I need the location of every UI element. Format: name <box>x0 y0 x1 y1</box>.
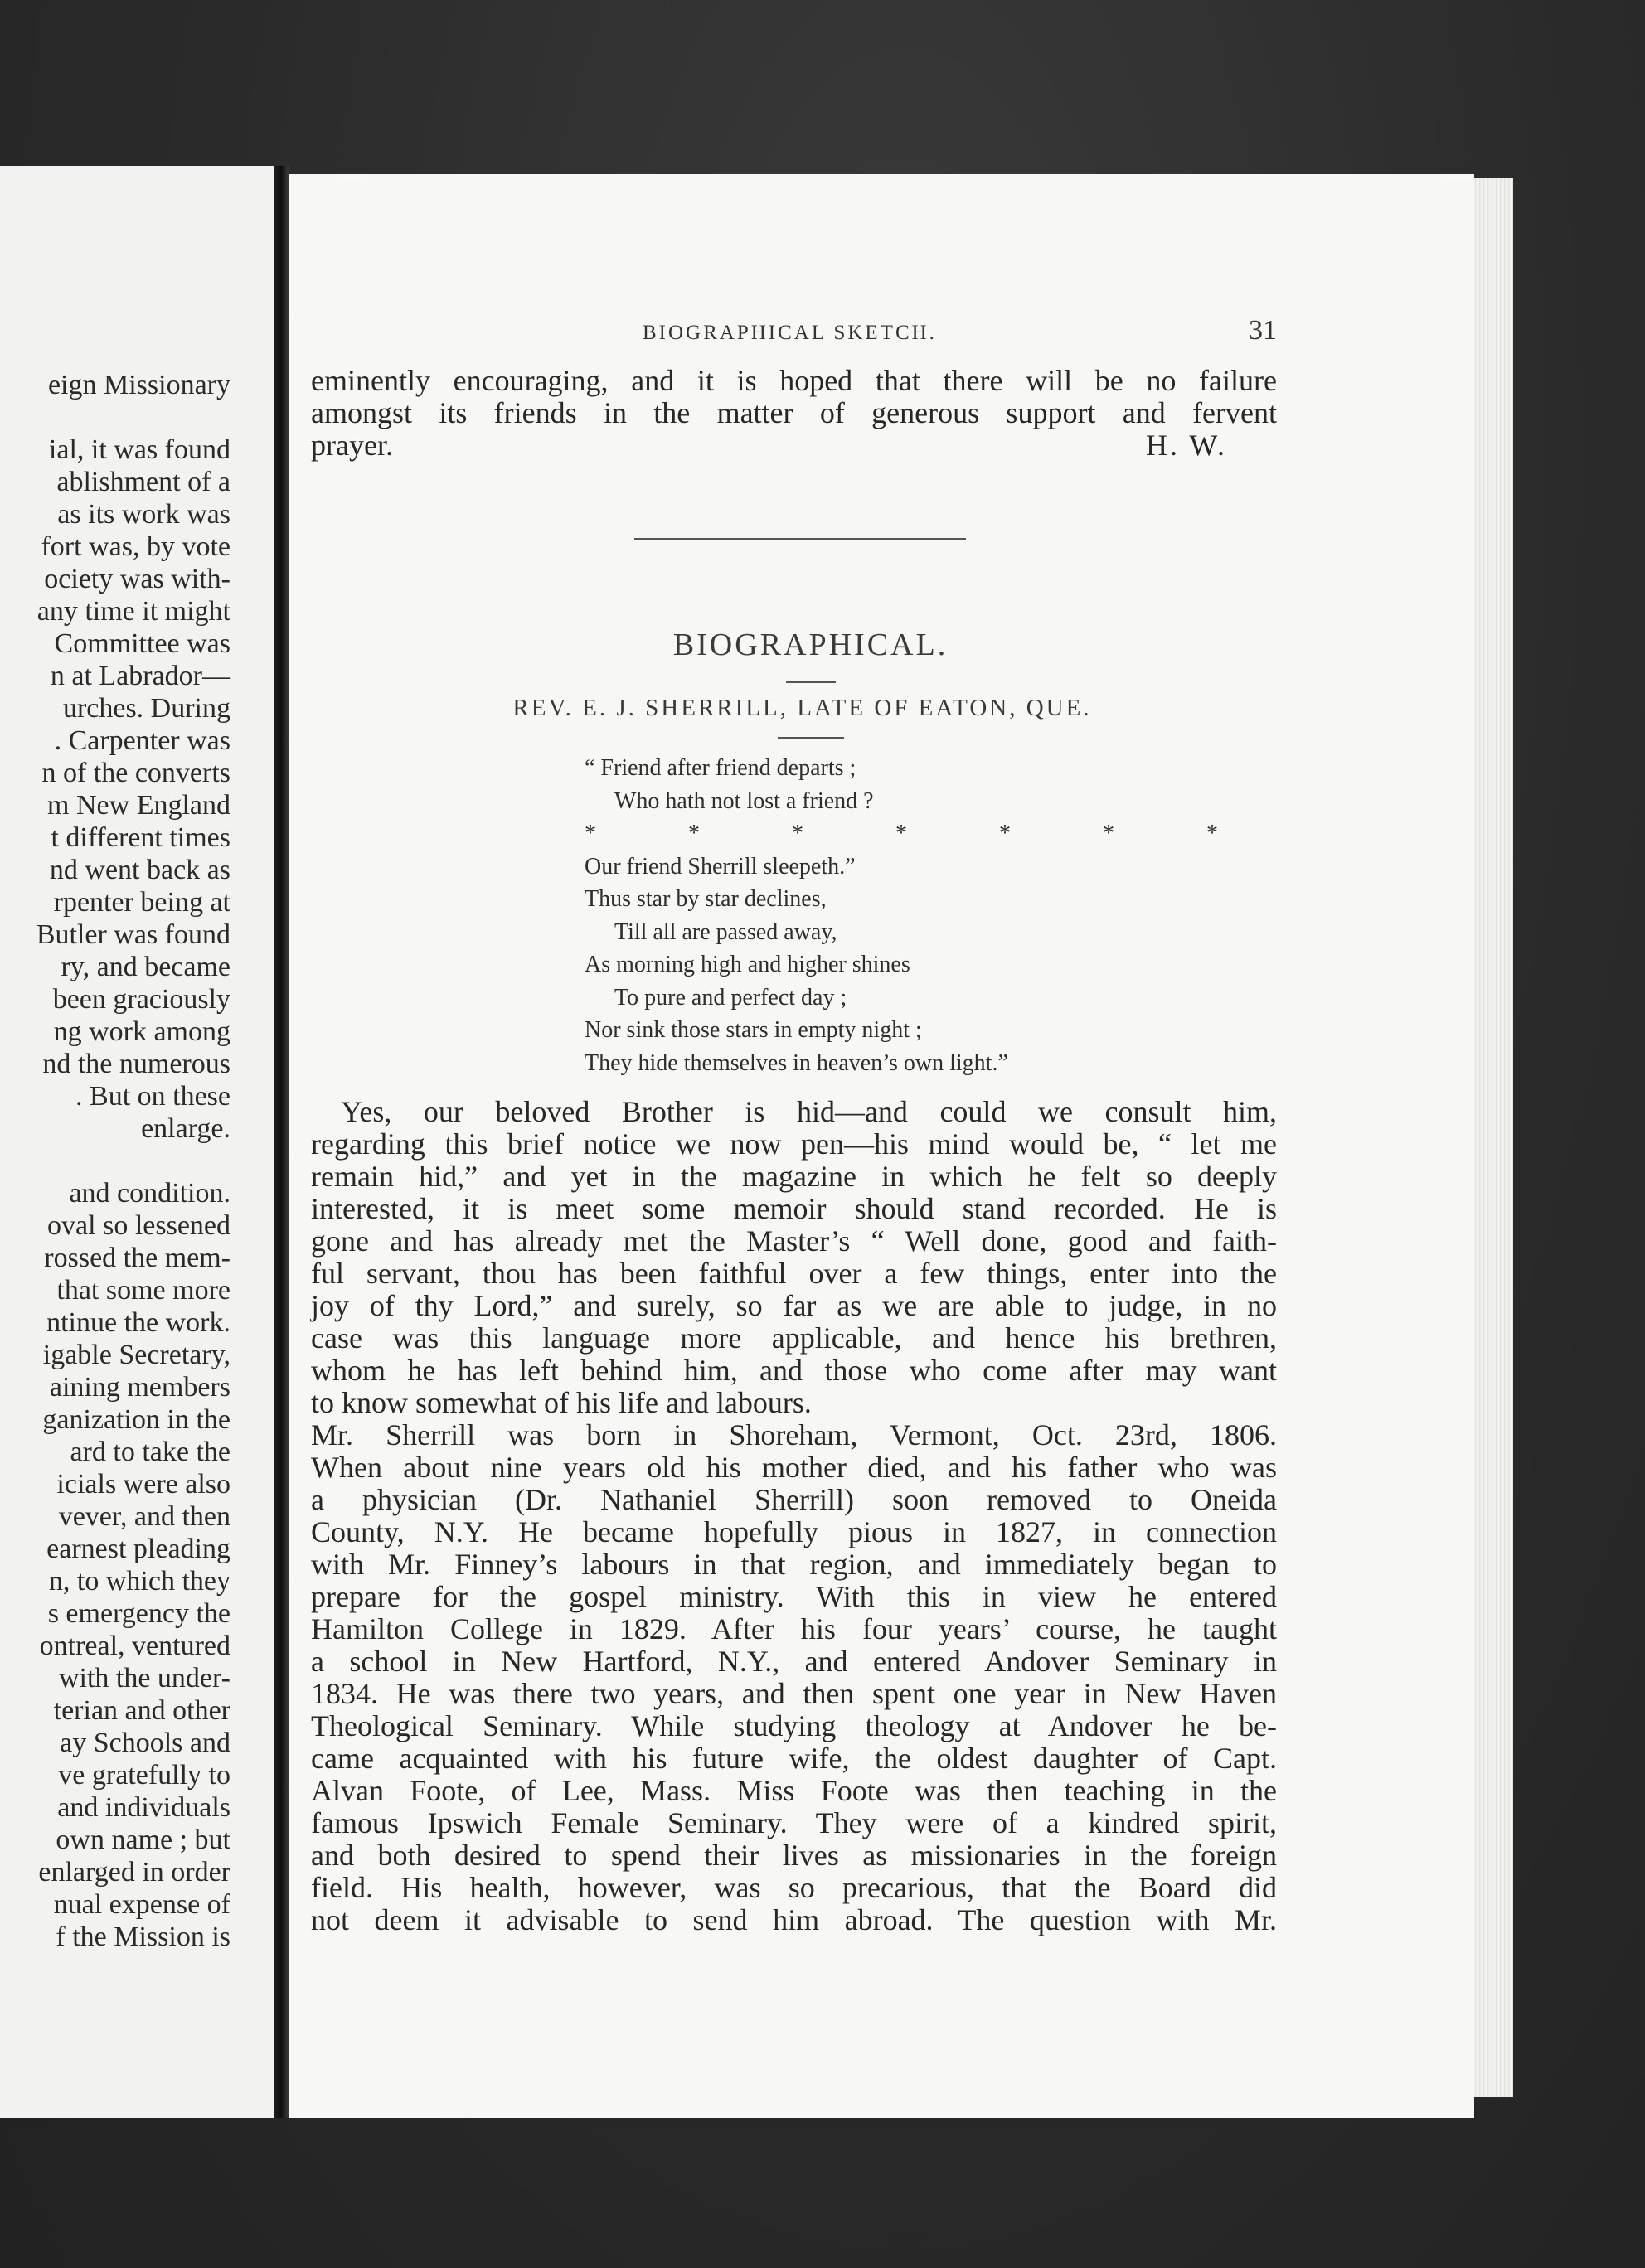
text-line: a physician (Dr. Nathaniel Sherrill) soon removed to Oneida <box>311 1483 1277 1516</box>
poem-line: Nor sink those stars in empty night ; <box>585 1017 922 1043</box>
left-text-line: any time it might <box>36 596 230 627</box>
paragraph-gap <box>0 1145 230 1177</box>
left-text-line: as its work was <box>57 499 230 530</box>
signature-line <box>311 429 1277 462</box>
running-head <box>311 315 1277 365</box>
left-text-line: ve gratefully to <box>58 1760 230 1791</box>
text-line: a school in New Hartford, N.Y., and entered Andover Seminary in <box>311 1645 1277 1678</box>
left-text-line: ociety was with- <box>44 564 230 594</box>
subheading-rule <box>778 737 844 739</box>
section-divider <box>634 538 966 540</box>
left-text-line: n, to which they <box>48 1566 230 1597</box>
left-text-line: Butler was found <box>36 919 230 950</box>
text-line: whom he has left behind him, and those who come after may want <box>311 1354 1277 1387</box>
left-text-line: . Carpenter was <box>54 725 230 756</box>
left-text-line: enlarge. <box>141 1113 230 1144</box>
poem-line: As morning high and higher shines <box>585 952 910 977</box>
left-text-line: n at Labrador— <box>50 661 230 691</box>
section-subheading: REV. E. J. SHERRILL, LATE OF EATON, QUE. <box>512 695 1092 721</box>
text-line: came acquainted with his future wife, the oldest daughter of Capt. <box>311 1742 1277 1775</box>
text-line: interested, it is meet some memoir should stand recorded. He is <box>311 1192 1277 1225</box>
left-text-line: own name ; but <box>56 1825 230 1855</box>
book-spine <box>274 166 289 2118</box>
text-line: ful servant, thou has been faithful over a few things, enter into the <box>311 1257 1277 1290</box>
left-text-line: terian and other <box>53 1695 230 1726</box>
poem-line: Thus star by star declines, <box>585 886 827 912</box>
left-text-line: enlarged in order <box>38 1857 230 1888</box>
left-text-line: icials were also <box>56 1469 230 1500</box>
text-line: gone and has already met the Master’s “ Well done, good and faith- <box>311 1224 1277 1258</box>
left-text-line: rossed the mem- <box>44 1243 230 1273</box>
left-text-line: ganization in the <box>42 1404 230 1435</box>
left-text-line: ontreal, ventured <box>39 1631 230 1661</box>
poem-line: To pure and perfect day ; <box>614 984 847 1010</box>
left-text-line: nd the numerous <box>42 1049 230 1079</box>
poem-ellipsis-stars: * * * * * * * <box>585 821 1261 846</box>
left-text-line: s emergency the <box>47 1598 230 1629</box>
left-text-line: ard to take the <box>70 1437 230 1467</box>
intro-paragraph <box>311 365 1277 462</box>
text-line: Theological Seminary. While studying theology at Andover he be- <box>311 1709 1277 1742</box>
left-text-line: ial, it was found <box>48 434 230 465</box>
left-text-line: igable Secretary, <box>42 1340 230 1370</box>
left-text-line: t different times <box>51 822 230 853</box>
left-text-line: ay Schools and <box>60 1728 230 1758</box>
text-line: famous Ipswich Female Seminary. They were of a kindred spirit, <box>311 1806 1277 1839</box>
text-line: 1834. He was there two years, and then spent one year in New Haven <box>311 1677 1277 1710</box>
text-line: remain hid,” and yet in the magazine in which he felt so deeply <box>311 1160 1277 1193</box>
left-text-line: f the Mission is <box>56 1922 230 1952</box>
text-line: When about nine years old his mother died, and his father who was <box>311 1451 1277 1484</box>
page-number: 31 <box>1249 315 1277 346</box>
poem-line: Till all are passed away, <box>614 918 837 945</box>
text-line: Alvan Foote, of Lee, Mass. Miss Foote was then teaching in the <box>311 1774 1277 1807</box>
left-text-line: fort was, by vote <box>41 531 230 562</box>
memoir-paragraph-2 <box>311 1419 1277 1936</box>
text-line: to know somewhat of his life and labours. <box>311 1386 812 1419</box>
left-text-line: that some more <box>56 1275 230 1306</box>
text-line: amongst its friends in the matter of generous support and fervent <box>311 396 1277 429</box>
running-title: BIOGRAPHICAL SKETCH. <box>643 322 937 344</box>
left-text-line: nual expense of <box>53 1889 230 1920</box>
text-line: and both desired to spend their lives as missionaries in the foreign <box>311 1839 1277 1872</box>
left-text-line: . But on these <box>75 1081 230 1112</box>
text-line: Mr. Sherrill was born in Shoreham, Vermont, Oct. 23rd, 1806. <box>311 1418 1277 1451</box>
poem-line: “ Friend after friend departs ; <box>585 755 856 781</box>
text-line: joy of thy Lord,” and surely, so far as we are able to judge, in no <box>311 1289 1277 1322</box>
left-facing-page <box>0 166 274 2118</box>
heading-rule <box>786 681 836 683</box>
left-text-line: aining members <box>49 1372 230 1403</box>
left-text-line: ntinue the work. <box>46 1307 230 1338</box>
left-page-text-column <box>0 369 230 1953</box>
left-text-line: and individuals <box>57 1792 230 1823</box>
right-page-content <box>311 315 1277 1936</box>
text-line: case was this language more applicable, and hence his brethren, <box>311 1321 1277 1354</box>
text-line: with Mr. Finney’s labours in that region, and immediately began to <box>311 1548 1277 1581</box>
text-line: prepare for the gospel ministry. With this in view he entered <box>311 1580 1277 1613</box>
left-text-line: n of the converts <box>41 758 230 788</box>
poem-line: Who hath not lost a friend ? <box>614 788 874 814</box>
text-line: field. His health, however, was so precarious, that the Board did <box>311 1871 1277 1904</box>
text-line: not deem it advisable to send him abroad. The question with Mr. <box>311 1903 1277 1936</box>
left-text-line: Committee was <box>54 628 230 659</box>
memoir-paragraph-1 <box>311 1096 1277 1419</box>
section-heading: BIOGRAPHICAL. <box>672 628 949 662</box>
text-line: regarding this brief notice we now pen—his mind would be, “ let me <box>311 1127 1277 1161</box>
text-line: Hamilton College in 1829. After his four years’ course, he taught <box>311 1612 1277 1645</box>
epigraph-poem <box>585 752 1277 1079</box>
poem-line: They hide themselves in heaven’s own light.” <box>585 1049 1008 1076</box>
left-text-line: ng work among <box>53 1016 230 1047</box>
left-text-line: oval so lessened <box>47 1210 230 1241</box>
left-text-line: been graciously <box>52 984 230 1015</box>
left-text-line: urches. During <box>62 693 230 724</box>
left-text-line: ablishment of a <box>56 467 230 497</box>
left-text-line: and condition. <box>69 1178 230 1209</box>
paragraph-gap <box>0 401 230 434</box>
poem-line: Our friend Sherrill sleepeth.” <box>585 853 856 880</box>
left-text-line: ry, and became <box>61 952 230 982</box>
left-text-line: nd went back as <box>49 855 230 885</box>
author-initials: H. W. <box>1145 429 1227 462</box>
left-text-line: vever, and then <box>58 1501 230 1532</box>
left-text-line: earnest pleading <box>46 1534 230 1564</box>
left-text-line: rpenter being at <box>53 887 230 918</box>
left-text-line: with the under- <box>58 1663 230 1694</box>
text-line: Yes, our beloved Brother is hid—and could we consult him, <box>341 1095 1277 1128</box>
text-line: prayer. <box>311 429 393 462</box>
left-text-line: eign Missionary <box>47 370 230 400</box>
text-line: eminently encouraging, and it is hoped that there will be no failure <box>311 364 1277 397</box>
text-line: County, N.Y. He became hopefully pious in 1827, in connection <box>311 1515 1277 1548</box>
left-text-line: m New England <box>47 790 230 821</box>
